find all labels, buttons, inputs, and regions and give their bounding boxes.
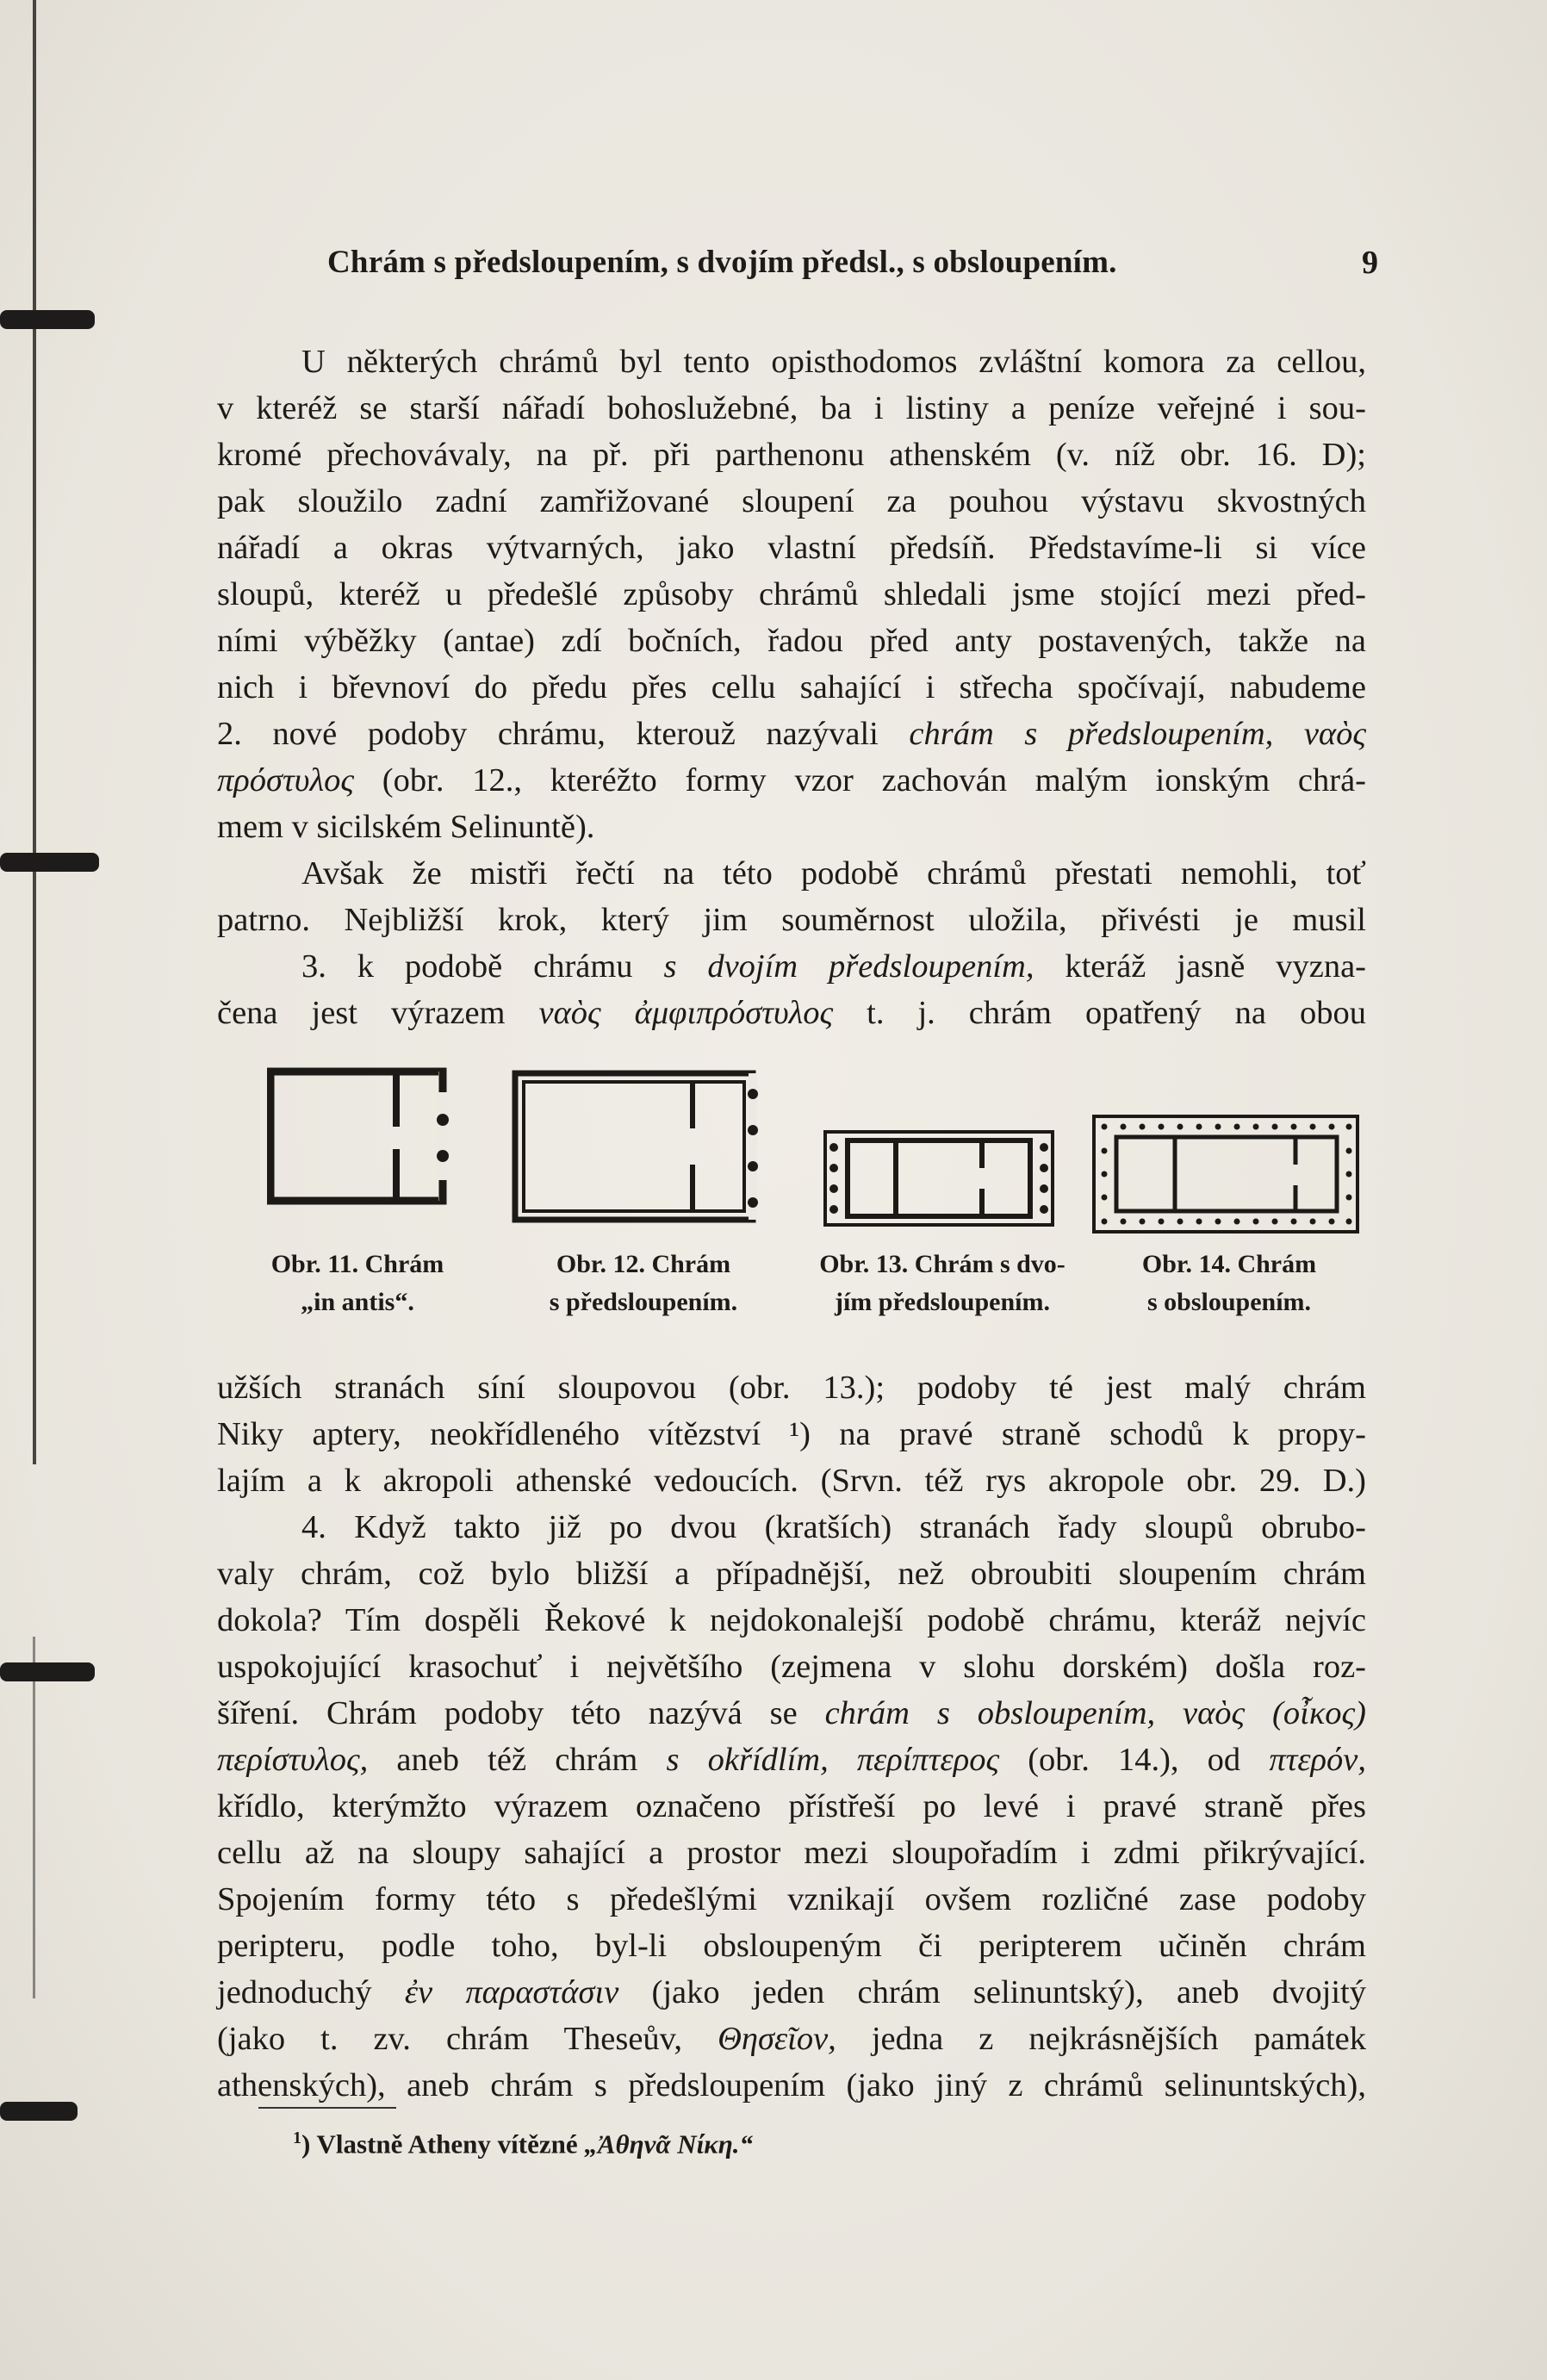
text-run: (jako t. zv. chrám Theseův, — [217, 2021, 718, 2057]
text-line — [217, 1969, 1366, 2016]
text-line: sloupů, kteréž u předešlé způsoby chrámů shledali jsme stojící mezi před- — [217, 576, 1366, 612]
figure-14-plan — [1089, 1111, 1364, 1240]
text-line: uspokojující krasochuť i největšího (zejmena v slohu dorském) došla roz- — [217, 1649, 1366, 1685]
italic-term: περίστυλος, — [217, 1742, 369, 1778]
figure-14-caption — [1104, 1246, 1354, 1321]
text-line: Avšak že mistři řečtí na této podobě chrámů přestati nemohli, toť — [301, 855, 1366, 892]
text-line: křídlo, kterýmžto výrazem označeno přístřeší po levé i pravé straně přes — [217, 1788, 1366, 1824]
paragraph-4 — [217, 1504, 1366, 2109]
binding-clip — [0, 310, 95, 329]
italic-term: chrám s obsloupením, ναὸς (οἶκος) — [824, 1695, 1367, 1731]
italic-term: πρόστυλος — [217, 762, 355, 799]
paragraph-3 — [217, 1364, 1366, 1504]
text-line: peripteru, podle toho, byl-li obsloupeným či peripterem učiněn chrám — [217, 1928, 1366, 1964]
paragraph-1 — [217, 339, 1366, 850]
footnote-mark: 1 — [293, 2128, 301, 2147]
figure-11-caption — [241, 1246, 474, 1321]
text-line: U některých chrámů byl tento opisthodomos zvláštní komora za cellou, — [301, 344, 1366, 380]
italic-term: πτερόν, — [1269, 1742, 1366, 1778]
italic-term: ναὸς ἀμφιπρόστυλος — [538, 995, 834, 1031]
caption-line: jím předsloupením. — [834, 1288, 1051, 1316]
text-line: cellu až na sloupy sahající a prostor mezi sloupořadím i zdmi přikrývající. — [217, 1835, 1366, 1871]
scan-edge-shadow — [33, 0, 36, 1464]
figure-13-plan — [818, 1127, 1059, 1233]
caption-line: s obsloupením. — [1146, 1288, 1312, 1316]
text-line: athenských), aneb chrám s předsloupením (jako jiný z chrámů selinuntských), — [217, 2067, 1366, 2103]
text-run: (jako jeden chrám selinuntský), aneb dvojitý — [618, 1974, 1366, 2010]
binding-clip — [0, 1662, 95, 1681]
header-title: Chrám s předsloupením, s dvojím předsl., s obsloupením. — [327, 245, 1117, 280]
text-line — [217, 1690, 1366, 1737]
text-line: Spojením formy této s předešlými vznikají ovšem rozličné zase podoby — [217, 1881, 1366, 1917]
text-run: jednoduchý — [217, 1974, 405, 2010]
text-line — [217, 943, 1366, 990]
caption-line: Obr. 11. Chrám — [270, 1250, 444, 1278]
text-line — [217, 1737, 1366, 1783]
text-run: jedna z nejkrásnějších památek — [836, 2021, 1366, 2057]
text-line: mem v sicilském Selinuntě). — [217, 809, 595, 845]
text-line: nářadí a okras výtvarných, jako vlastní předsíň. Představíme-li si více — [217, 530, 1366, 566]
text-line: užších stranách síní sloupovou (obr. 13.); podoby té jest malý chrám — [217, 1370, 1366, 1406]
text-line — [217, 990, 1366, 1036]
caption-line: Obr. 14. Chrám — [1141, 1250, 1317, 1278]
caption-line: s předsloupením. — [549, 1288, 738, 1316]
running-header — [327, 244, 1378, 287]
footnote-text: ) Vlastně Atheny vítězné — [301, 2128, 585, 2159]
caption-line: „in antis“. — [301, 1288, 414, 1316]
paragraph-2 — [217, 850, 1366, 1036]
italic-term: s dvojím předsloupením, — [663, 948, 1034, 985]
text-line: lajím a k akropoli athenské vedoucích. (Srvn. též rys akropole obr. 29. D.) — [217, 1463, 1366, 1499]
italic-term: s okřídlím, περίπτερος — [666, 1742, 1000, 1778]
text-line: pak sloužilo zadní zamřižované sloupení za pouhou výstavu skvostných — [217, 483, 1366, 519]
binding-clip — [0, 2102, 78, 2121]
text-run: čena jest výrazem — [217, 995, 539, 1031]
text-run: (obr. 12., kteréžto formy vzor zachován malým ionským chrá- — [354, 762, 1366, 799]
italic-term: chrám s předsloupením, ναὸς — [909, 716, 1366, 752]
text-line: kromé přechovávaly, na př. při parthenonu athenském (v. níž obr. 16. D); — [217, 437, 1366, 473]
binding-clip — [0, 853, 99, 872]
text-line: patrno. Nejbližší krok, který jim souměrnost uložila, přivésti je musil — [217, 902, 1366, 938]
text-line: ními výběžky (antae) zdí bočních, řadou před anty postavených, takže na — [217, 623, 1366, 659]
text-line — [217, 2016, 1366, 2062]
scan-edge-shadow-lower — [33, 1637, 35, 1998]
text-line: v kteréž se starší nářadí bohoslužebné, ba i listiny a peníze veřejné i sou- — [217, 390, 1366, 426]
text-run: t. j. chrám opatřený na obou — [833, 995, 1366, 1031]
footnote-italic: „Ἀθηνᾶ Νίκη.“ — [584, 2128, 753, 2159]
text-line — [217, 711, 1366, 757]
text-run: 3. k podobě chrámu — [301, 948, 664, 985]
text-run: (obr. 14.), od — [999, 1742, 1270, 1778]
figure-12-plan — [512, 1068, 770, 1232]
page-number: 9 — [1362, 245, 1378, 281]
figure-11-plan — [267, 1066, 462, 1213]
text-run: 2. nové podoby chrámu, kterouž nazývali — [217, 716, 910, 752]
footnote-rule — [258, 2107, 396, 2109]
caption-line: Obr. 13. Chrám s dvo- — [819, 1250, 1066, 1278]
footnote — [293, 2119, 753, 2163]
text-line: dokola? Tím dospěli Řekové k nejdokonalejší podobě chrámu, kteráž nejvíc — [217, 1602, 1366, 1638]
text-run: kteráž jasně vyzna- — [1034, 948, 1366, 985]
text-run: aneb též chrám — [368, 1742, 667, 1778]
figure-13-caption — [796, 1246, 1089, 1321]
caption-line: Obr. 12. Chrám — [556, 1250, 731, 1278]
figure-12-caption — [510, 1246, 777, 1321]
text-line: Niky aptery, neokřídleného vítězství ¹) na pravé straně schodů k propy- — [217, 1416, 1366, 1452]
text-line — [217, 757, 1366, 804]
text-line: 4. Když takto již po dvou (kratších) stranách řady sloupů obrubo- — [301, 1509, 1366, 1545]
italic-term: ἐν παραστάσιν — [404, 1974, 619, 2010]
italic-term: Θησεῖον, — [718, 2021, 836, 2057]
text-line: nich i břevnoví do předu přes cellu sahající i střecha spočívají, nabudeme — [217, 669, 1366, 705]
text-line: valy chrám, což bylo bližší a případnější, než obroubiti sloupením chrám — [217, 1556, 1366, 1592]
text-run: šíření. Chrám podoby této nazývá se — [217, 1695, 825, 1731]
